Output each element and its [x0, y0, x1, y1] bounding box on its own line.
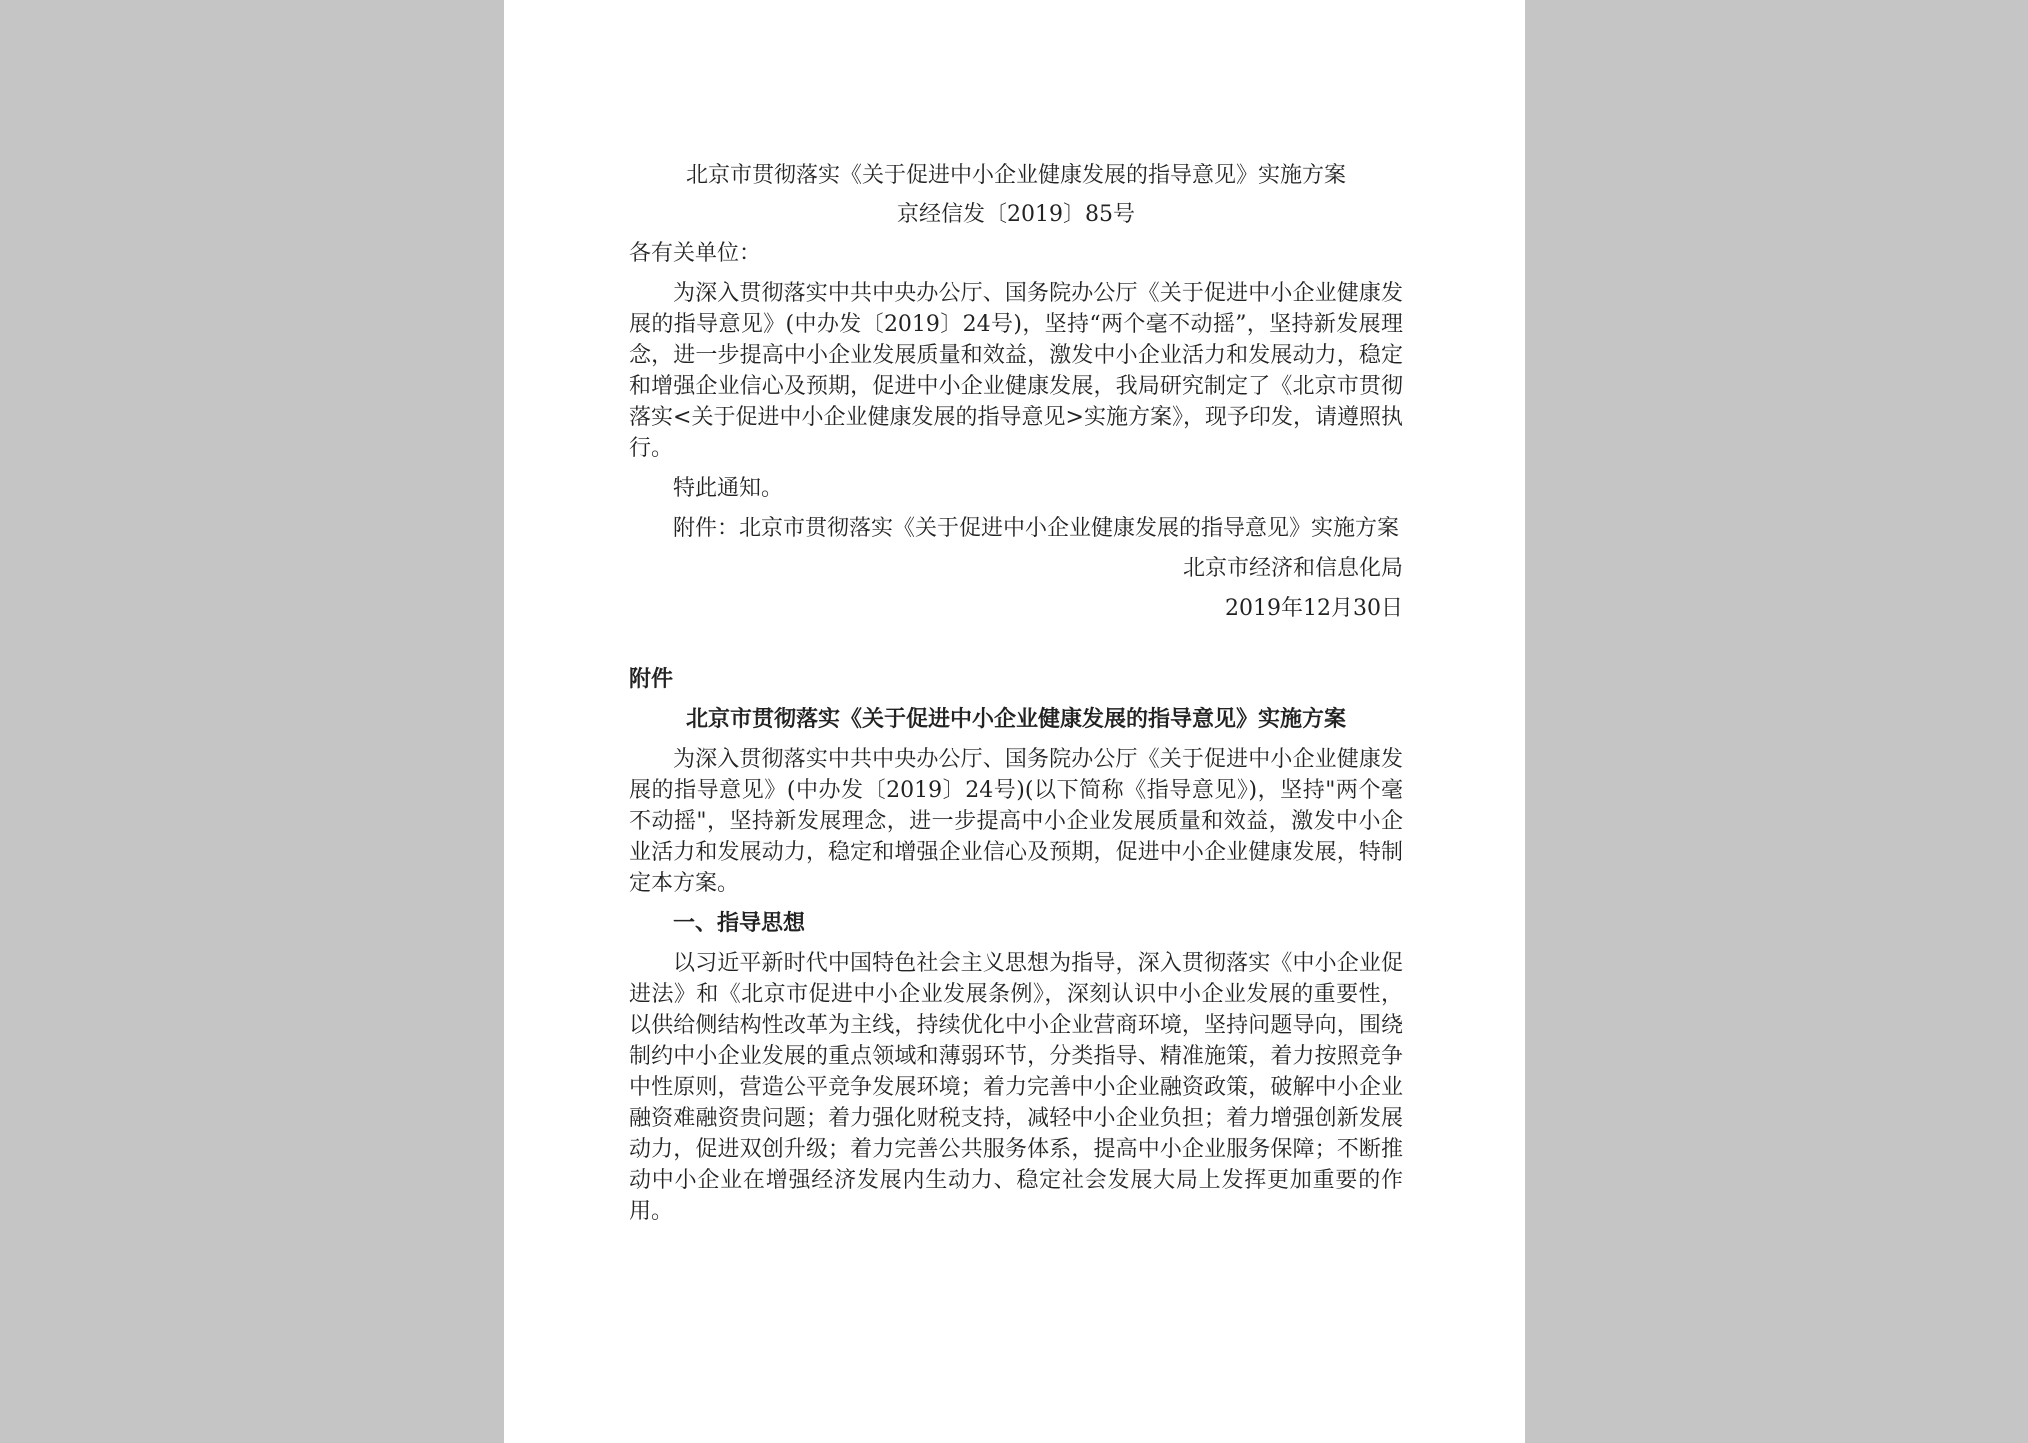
- notice-closing: 特此通知。: [673, 476, 784, 501]
- doc-number: 京经信发〔2019〕85号: [897, 202, 1135, 227]
- attachment-line: 附件：北京市贯彻落实《关于促进中小企业健康发展的指导意见》实施方案: [673, 516, 1400, 541]
- issue-date: 2019年12月30日: [1225, 596, 1403, 621]
- appendix-intro: 为深入贯彻落实中共中央办公厅、国务院办公厅《关于促进中小企业健康发展的指导意见》(中办发〔2019〕24号)(以下简称《指导意见》)，坚持"两个毫不动摇"，坚持新发展理念，进一步提高中小企业发展质量和效益，激发中小企业活力和发展动力，稳定和增强企业信心及预期，促进中小企业健康发展，特制定本方案。: [629, 747, 1403, 896]
- appendix-title: 北京市贯彻落实《关于促进中小企业健康发展的指导意见》实施方案: [685, 706, 1346, 732]
- appendix-label: 附件: [629, 666, 674, 692]
- issuer: 北京市经济和信息化局: [1182, 556, 1403, 581]
- salutation: 各有关单位：: [629, 241, 762, 266]
- section1-body: 以习近平新时代中国特色社会主义思想为指导，深入贯彻落实《中小企业促进法》和《北京市促进中小企业发展条例》，深刻认识中小企业发展的重要性，以供给侧结构性改革为主线，持续优化中小企业营商环境，坚持问题导向，围绕制约中小企业发展的重点领域和薄弱环节，分类指导、精准施策，着力按照竞争中性原则，营造公平竞争发展环境；着力完善中小企业融资政策，破解中小企业融资难融资贵问题；着力强化财税支持，减轻中小企业负担；着力增强创新发展动力，促进双创升级；着力完善公共服务体系，提高中小企业服务保障；不断推动中小企业在增强经济发展内生动力、稳定社会发展大局上发挥更加重要的作用。: [629, 951, 1403, 1224]
- notice-body: 为深入贯彻落实中共中央办公厅、国务院办公厅《关于促进中小企业健康发展的指导意见》(中办发〔2019〕24号)，坚持“两个毫不动摇”，坚持新发展理念，进一步提高中小企业发展质量和效益，激发中小企业活力和发展动力，稳定和增强企业信心及预期，促进中小企业健康发展，我局研究制定了《北京市贯彻落实<关于促进中小企业健康发展的指导意见>实施方案》，现予印发，请遵照执行。: [629, 281, 1403, 461]
- document-page: [504, 0, 1525, 1443]
- document-content: [629, 160, 1403, 1227]
- section1-heading: 一、指导思想: [673, 910, 806, 936]
- notice-title: 北京市贯彻落实《关于促进中小企业健康发展的指导意见》实施方案: [685, 163, 1346, 188]
